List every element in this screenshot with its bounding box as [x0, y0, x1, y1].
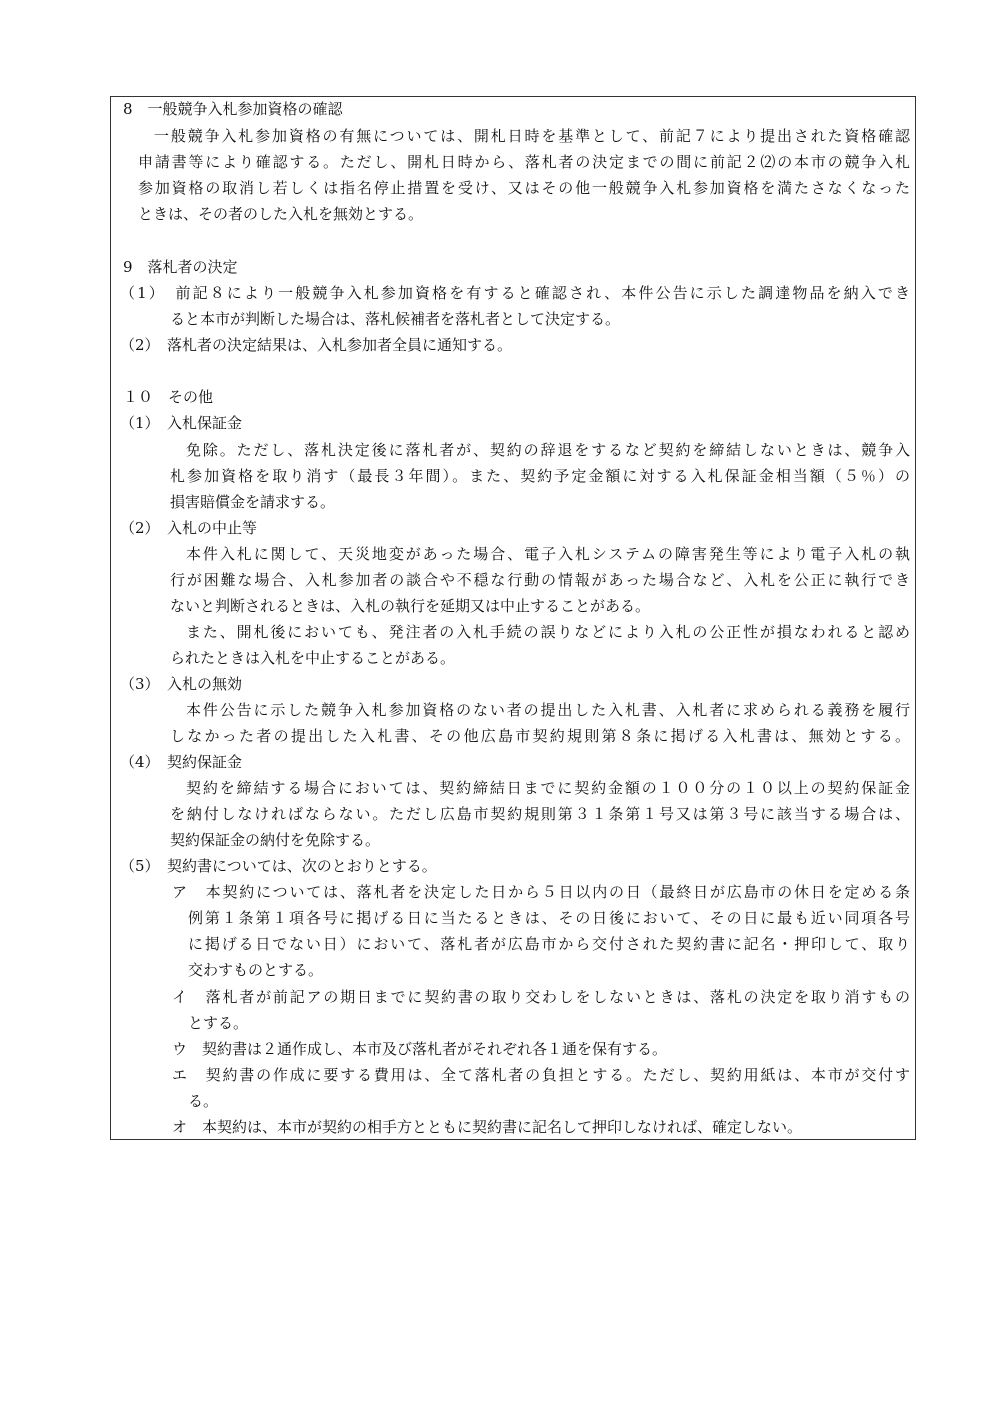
subheading: （2） 入札の中止等: [120, 519, 258, 537]
list-item-continuation: る。: [188, 1092, 219, 1110]
list-item-continuation: 例第１条第１項各号に掲げる日に当たるときは、その日後において、その日に最も近い同項各号: [188, 909, 910, 927]
paragraph-line: 行が困難な場合、入札参加者の談合や不穏な行動の情報があった場合など、入札を公正に執行でき: [170, 571, 910, 589]
paragraph-line: 本件公告に示した競争入札参加資格のない者の提出した入札書、入札者に求められる義務を履行: [186, 701, 910, 719]
list-item-continuation: ると本市が判断した場合は、落札候補者を落札者として決定する。: [170, 310, 621, 328]
paragraph-line: 本件入札に関して、天災地変があった場合、電子入札システムの障害発生等により電子入札の執: [186, 545, 910, 563]
paragraph-line: 損害賠償金を請求する。: [170, 493, 336, 511]
subheading: （1） 入札保証金: [120, 414, 243, 432]
list-item: エ 契約書の作成に要する費用は、全て落札者の負担とする。ただし、契約用紙は、本市が交付す: [172, 1066, 910, 1084]
list-item: （2） 落札者の決定結果は、入札参加者全員に通知する。: [120, 336, 513, 354]
paragraph-line: 申請書等により確認する。ただし、開札日時から、落札者の決定までの間に前記２⑵の本市の競争入札: [138, 153, 910, 171]
paragraph-line: 札参加資格を取り消す（最長３年間）。また、契約予定金額に対する入札保証金相当額（５％）の: [170, 467, 910, 485]
list-item: （1） 前記８により一般競争入札参加資格を有すると確認され、本件公告に示した調達物品を納入でき: [120, 284, 910, 302]
list-item-continuation: 交わすものとする。: [188, 961, 324, 979]
paragraph-line: 一般競争入札参加資格の有無については、開札日時を基準として、前記７により提出された資格確認: [154, 127, 910, 145]
paragraph-line: 参加資格の取消し若しくは指名停止措置を受け、又はその他一般競争入札参加資格を満たさなくなった: [138, 179, 910, 197]
list-item: ア 本契約については、落札者を決定した日から５日以内の日（最終日が広島市の休日を定める条: [172, 883, 910, 901]
paragraph-line: また、開札後においても、発注者の入札手続の誤りなどにより入札の公正性が損なわれると認め: [186, 623, 910, 641]
paragraph-line: 契約保証金の納付を免除する。: [170, 831, 381, 849]
paragraph-line: られたときは入札を中止することがある。: [170, 649, 456, 667]
subheading: （4） 契約保証金: [120, 753, 243, 771]
list-item: ウ 契約書は２通作成し、本市及び落札者がそれぞれ各１通を保有する。: [172, 1040, 668, 1058]
heading-section-10: １０ その他: [123, 388, 214, 406]
heading-section-8: 8 一般競争入札参加資格の確認: [123, 100, 343, 118]
list-item-continuation: に掲げる日でない日）において、落札者が広島市から交付された契約書に記名・押印して、取り: [188, 935, 910, 953]
list-item: オ 本契約は、本市が契約の相手方とともに契約書に記名して押印しなければ、確定しない。: [172, 1118, 803, 1136]
paragraph-line: ないと判断されるときは、入札の執行を延期又は中止することがある。: [170, 597, 651, 615]
subheading: （3） 入札の無効: [120, 675, 243, 693]
document-frame: [110, 96, 916, 1140]
paragraph-line: 免除。ただし、落札決定後に落札者が、契約の辞退をするなど契約を締結しないときは、競争入: [186, 441, 910, 459]
paragraph-line: しなかった者の提出した入札書、その他広島市契約規則第８条に掲げる入札書は、無効とする。: [170, 727, 910, 745]
heading-section-9: 9 落札者の決定: [123, 258, 238, 276]
list-item-continuation: とする。: [188, 1014, 249, 1032]
paragraph-line: 契約を締結する場合においては、契約締結日までに契約金額の１００分の１０以上の契約保証金: [186, 779, 910, 797]
subheading: （5） 契約書については、次のとおりとする。: [120, 857, 437, 875]
paragraph-line: ときは、その者のした入札を無効とする。: [138, 205, 424, 223]
paragraph-line: を納付しなければならない。ただし広島市契約規則第３１条第１号又は第３号に該当する場合は、: [170, 805, 910, 823]
list-item: イ 落札者が前記アの期日までに契約書の取り交わしをしないときは、落札の決定を取り消すもの: [172, 988, 910, 1006]
